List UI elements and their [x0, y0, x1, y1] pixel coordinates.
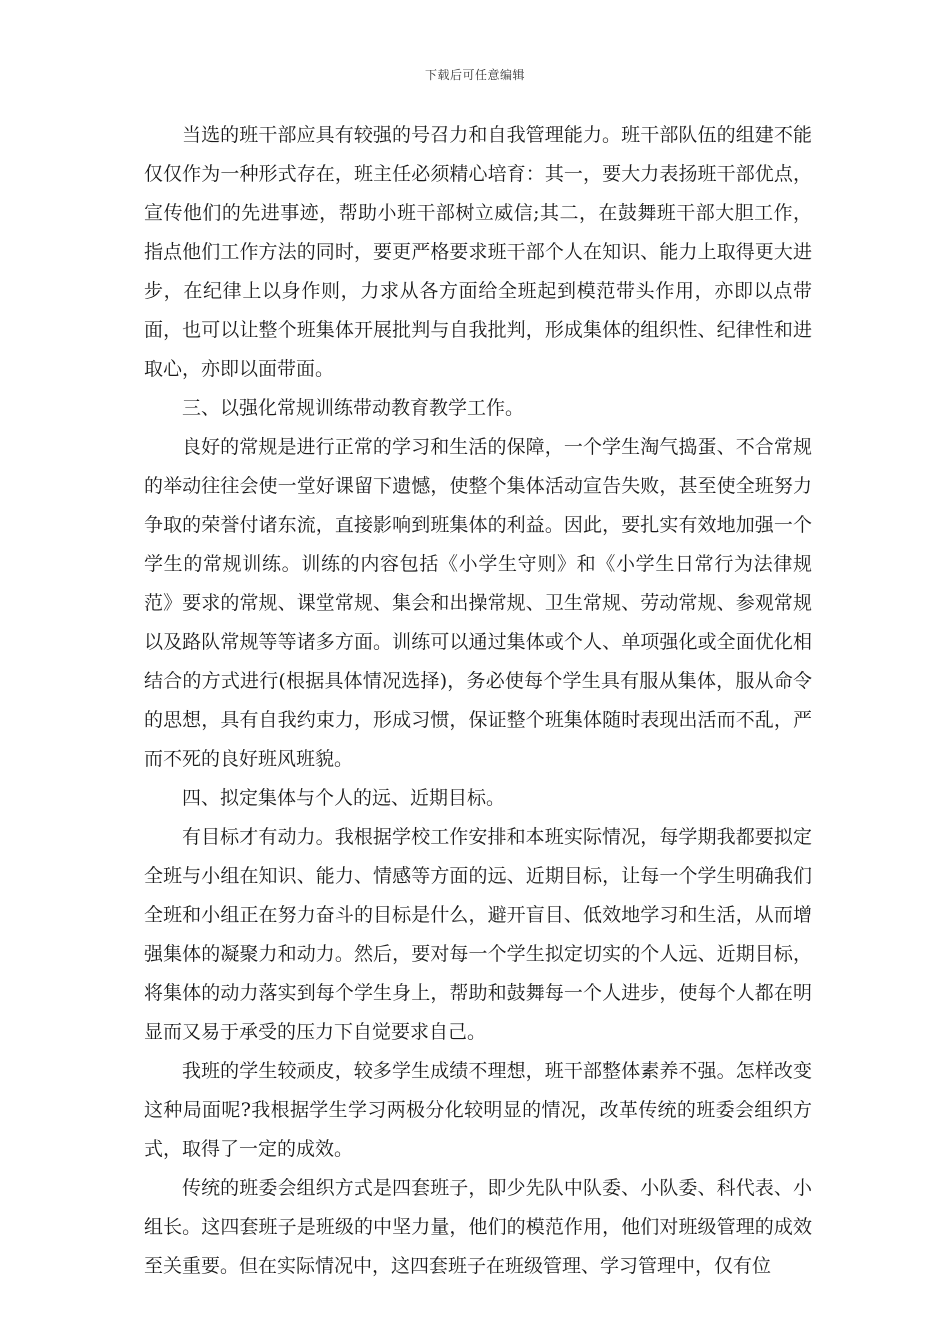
paragraph: 良好的常规是进行正常的学习和生活的保障，一个学生淘气捣蛋、不合常规的举动往往会使一堂好课留下遗憾，使整个集体活动宣告失败，甚至使全班努力争取的荣誉付诸东流，直接影响到班集体的利益。因此，要扎实有效地加强一个学生的常规训练。训练的内容包括《小学生守则》和《小学生日常行为法律规范》要求的常规、课堂常规、集会和出操常规、卫生常规、劳动常规、参观常规以及路队常规等等诸多方面。训练可以通过集体或个人、单项强化或全面优化相结合的方式进行(根据具体情况选择)，务必使每个学生具有服从集体，服从命令的思想，具有自我约束力，形成习惯，保证整个班集体随时表现出活而不乱，严而不死的良好班风班貌。 — [144, 436, 812, 770]
paragraph: 当选的班干部应具有较强的号召力和自我管理能力。班干部队伍的组建不能仅仅作为一种形式存在，班主任必须精心培育：其一，要大力表扬班干部优点，宣传他们的先进事迹，帮助小班干部树立威信;其二，在鼓舞班干部大胆工作，指点他们工作方法的同时，要更严格要求班干部个人在知识、能力上取得更大进步，在纪律上以身作则，力求从各方面给全班起到模范带头作用，亦即以点带面，也可以让整个班集体开展批判与自我批判，形成集体的组织性、纪律性和进取心，亦即以面带面。 — [144, 124, 812, 380]
paragraph: 传统的班委会组织方式是四套班子，即少先队中队委、小队委、科代表、小组长。这四套班子是班级的中坚力量，他们的模范作用，他们对班级管理的成效至关重要。但在实际情况中，这四套班子在班级管理、学习管理中，仅有位 — [144, 1177, 812, 1277]
paragraph: 我班的学生较顽皮，较多学生成绩不理想，班干部整体素养不强。怎样改变这种局面呢?我根据学生学习两极分化较明显的情况，改革传统的班委会组织方式，取得了一定的成效。 — [144, 1060, 812, 1160]
document-body — [144, 116, 812, 1286]
section-heading: 四、拟定集体与个人的远、近期目标。 — [182, 787, 506, 809]
page-header: 下载后可任意编辑 — [424, 68, 525, 82]
paragraph: 有目标才有动力。我根据学校工作安排和本班实际情况，每学期我都要拟定全班与小组在知识、能力、情感等方面的远、近期目标，让每一个学生明确我们全班和小组正在努力奋斗的目标是什么，避开盲目、低效地学习和生活，从而增强集体的凝聚力和动力。然后，要对每一个学生拟定切实的个人远、近期目标，将集体的动力落实到每个学生身上，帮助和鼓舞每一个人进步，使每个人都在明显而又易于承受的压力下自觉要求自己。 — [144, 826, 812, 1043]
section-heading: 三、以强化常规训练带动教育教学工作。 — [182, 397, 525, 419]
